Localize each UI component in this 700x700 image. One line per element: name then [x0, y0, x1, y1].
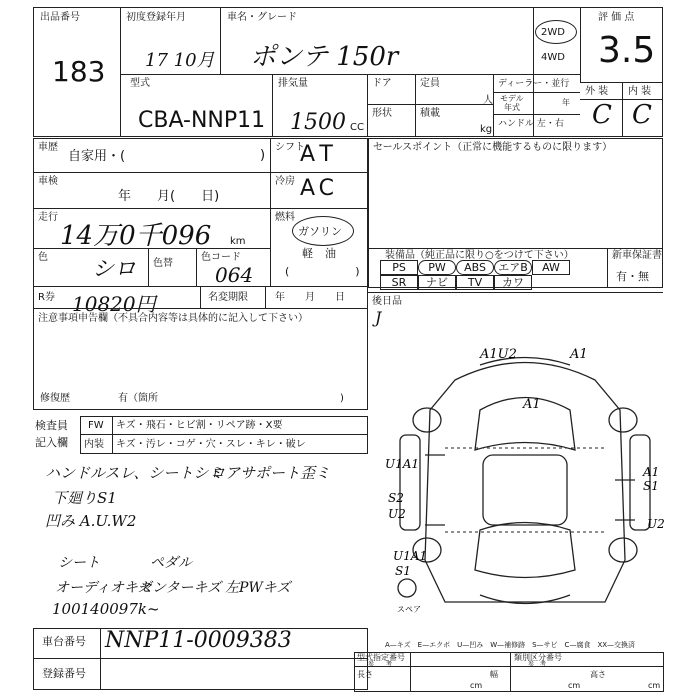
equip-item-1: PW — [418, 260, 456, 275]
note-2: ロアサポート歪ミ — [210, 464, 331, 482]
note-6: ペダル — [150, 555, 192, 571]
fw-text: キズ・飛石・ヒビ割・リペア跡・X要 — [116, 420, 283, 431]
width-label: 幅 — [490, 670, 498, 679]
recycle-label: R券 — [38, 292, 55, 303]
interior-head: 内装 — [84, 439, 104, 450]
history-label: 車歴 — [38, 142, 58, 153]
warranty-label: 新車保証書 — [612, 250, 662, 261]
inspector-label2: 記入欄 — [35, 436, 68, 449]
inspection-label: 車検 — [38, 176, 58, 187]
drive-2wd: 2WD — [541, 27, 565, 38]
first-reg-label: 初度登録年月 — [126, 12, 186, 23]
spec-sub: 参 考 — [368, 661, 393, 668]
inspection-value: 年 月( 日) — [118, 189, 220, 204]
color-value: シロ — [92, 257, 137, 282]
color-label: 色 — [38, 252, 48, 263]
legend: A—キズ E—エクボ U—凹み W—補修跡 S—サビ C—腐食 XX—交換済 — [385, 641, 636, 649]
equip-item-6: ナビ — [418, 275, 456, 290]
ac-value: AC — [300, 176, 339, 201]
note-4: 凹み A.U.W2 — [45, 512, 137, 530]
name-change-label: 名変期限 — [208, 292, 248, 303]
height-cm: cm — [648, 681, 661, 690]
diag-label-4: U1A1 — [385, 457, 420, 471]
model-value: CBA-NNP11 — [138, 108, 266, 133]
fuel-gas-circle — [292, 216, 354, 246]
name-change-value: 年 月 日 — [275, 292, 345, 303]
mileage-label: 走行 — [38, 212, 58, 223]
note-9: 左PWキズ — [225, 580, 291, 596]
diag-label-8: S1 — [643, 479, 659, 493]
warranty-value: 有・無 — [616, 270, 649, 283]
model-year-label: モデル — [500, 94, 524, 103]
equip-item-4: AW — [532, 260, 570, 275]
repair-value: 有（箇所 — [118, 393, 158, 404]
note-7: オーディオキズ — [55, 580, 152, 596]
equip-item-2: ABS — [456, 260, 494, 275]
displacement-label: 排気量 — [278, 78, 308, 89]
diag-label-7: A1 — [643, 465, 660, 479]
notes-label: 注意事項申告欄（不具合内容等は具体的に記入して下さい） — [38, 313, 308, 324]
load-label: 積載 — [420, 108, 440, 119]
equip-item-5: SR — [380, 275, 418, 290]
retrofit-label: 後日品 — [372, 296, 402, 307]
diag-label-3: A1 — [523, 397, 541, 412]
chassis-label: 車台番号 — [42, 635, 86, 648]
displacement-value: 1500 — [290, 110, 346, 135]
displacement-unit: CC — [350, 122, 364, 133]
history-close: ) — [260, 148, 266, 163]
chassis-value: NNP11-0009383 — [105, 628, 292, 653]
score-value: 3.5 — [598, 30, 656, 71]
ac-label: 冷房 — [275, 176, 295, 187]
lot-number: 183 — [52, 55, 106, 88]
inspector-label1: 検査員 — [35, 419, 68, 432]
color-code-label: 色コード — [201, 252, 241, 263]
drive-4wd: 4WD — [541, 52, 565, 63]
class-sub: 参 考 — [528, 661, 547, 668]
car-diagram — [385, 340, 665, 620]
diag-label-9: U2 — [647, 517, 665, 531]
fuel-paren: ( ) — [285, 265, 360, 278]
name-label: 車名・グレード — [227, 12, 297, 23]
recycle-value: 10820円 — [72, 292, 156, 316]
first-reg-value: 17 10月 — [145, 50, 215, 71]
shape-label: 形状 — [372, 108, 392, 119]
lot-label: 出品番号 — [40, 12, 80, 23]
length-label: 長さ — [357, 670, 373, 679]
mileage-value: 14万0千096 — [60, 221, 212, 251]
model-year-label2: 年式 — [504, 103, 520, 112]
diag-label-10: U1A1 — [393, 549, 428, 563]
equip-item-3: エアB — [494, 260, 532, 275]
sales-point-label: セールスポイント（正常に機能するものに限ります） — [373, 142, 613, 153]
diag-label-2: A1 — [570, 347, 588, 362]
dealer-label: ディーラー・並行 — [498, 79, 570, 89]
length-cm: cm — [470, 681, 483, 690]
class-label: 類別区分番号 — [514, 653, 562, 662]
handle-label: ハンドル 左・右 — [498, 119, 564, 129]
note-3: 下廻りS1 — [52, 489, 117, 507]
fw-head: FW — [88, 420, 104, 431]
spec-label: 型式指定番号 — [357, 653, 405, 662]
repair-label: 修復歴 — [40, 393, 70, 404]
history-value: 自家用・( — [68, 149, 126, 164]
height-label: 高さ — [590, 670, 606, 679]
fuel-label: 燃料 — [275, 212, 295, 223]
note-5: シート — [58, 555, 100, 571]
diag-label-6: U2 — [388, 507, 406, 521]
load-unit: kg — [480, 124, 493, 135]
model-year-unit: 年 — [562, 98, 570, 107]
fuel-gas: ガソリン — [298, 225, 342, 238]
drive-2wd-circle — [535, 20, 577, 44]
equipment-grid — [380, 260, 607, 290]
interior-label: 内 装 — [628, 86, 652, 97]
mileage-unit: km — [230, 236, 246, 247]
score-label: 評 価 点 — [598, 12, 635, 23]
equip-item-7: TV — [456, 275, 494, 290]
note-8: センターキズ — [138, 580, 222, 596]
name-value: ポンテ 150r — [250, 42, 399, 72]
fuel-oil: 油 — [325, 247, 336, 260]
equip-item-8: カワ — [494, 275, 532, 290]
shift-value: AT — [300, 142, 339, 167]
equip-item-0: PS — [380, 260, 418, 275]
interior-text: キズ・汚レ・コゲ・穴・スレ・キレ・破レ — [116, 439, 306, 450]
exterior-label: 外 装 — [585, 86, 609, 97]
diag-label-1: A1U2 — [480, 347, 517, 362]
note-10: 100140097k~ — [52, 600, 160, 618]
equip-label: 装備品（純正品に限り○をつけて下さい） — [385, 250, 574, 261]
fuel-light: 軽 — [302, 247, 313, 260]
door-label: ドア — [372, 78, 392, 89]
reg-label: 登録番号 — [42, 667, 86, 680]
diag-label-5: S2 — [388, 491, 404, 505]
spare-label: スペア — [397, 605, 421, 614]
capacity-label: 定員 — [420, 78, 440, 89]
exterior-value: C — [592, 100, 612, 130]
capacity-unit: 人 — [483, 95, 493, 106]
repaint-label: 色替 — [153, 258, 173, 269]
note-1: ハンドルスレ、シートシミ — [45, 464, 224, 482]
repair-close: ) — [340, 393, 344, 404]
retrofit-value: J — [375, 308, 382, 327]
interior-value: C — [632, 100, 652, 130]
color-code-value: 064 — [215, 263, 254, 287]
diag-label-11: S1 — [395, 564, 411, 578]
width-cm: cm — [568, 681, 581, 690]
model-label: 型式 — [130, 78, 150, 89]
shift-label: シフト — [275, 142, 305, 153]
